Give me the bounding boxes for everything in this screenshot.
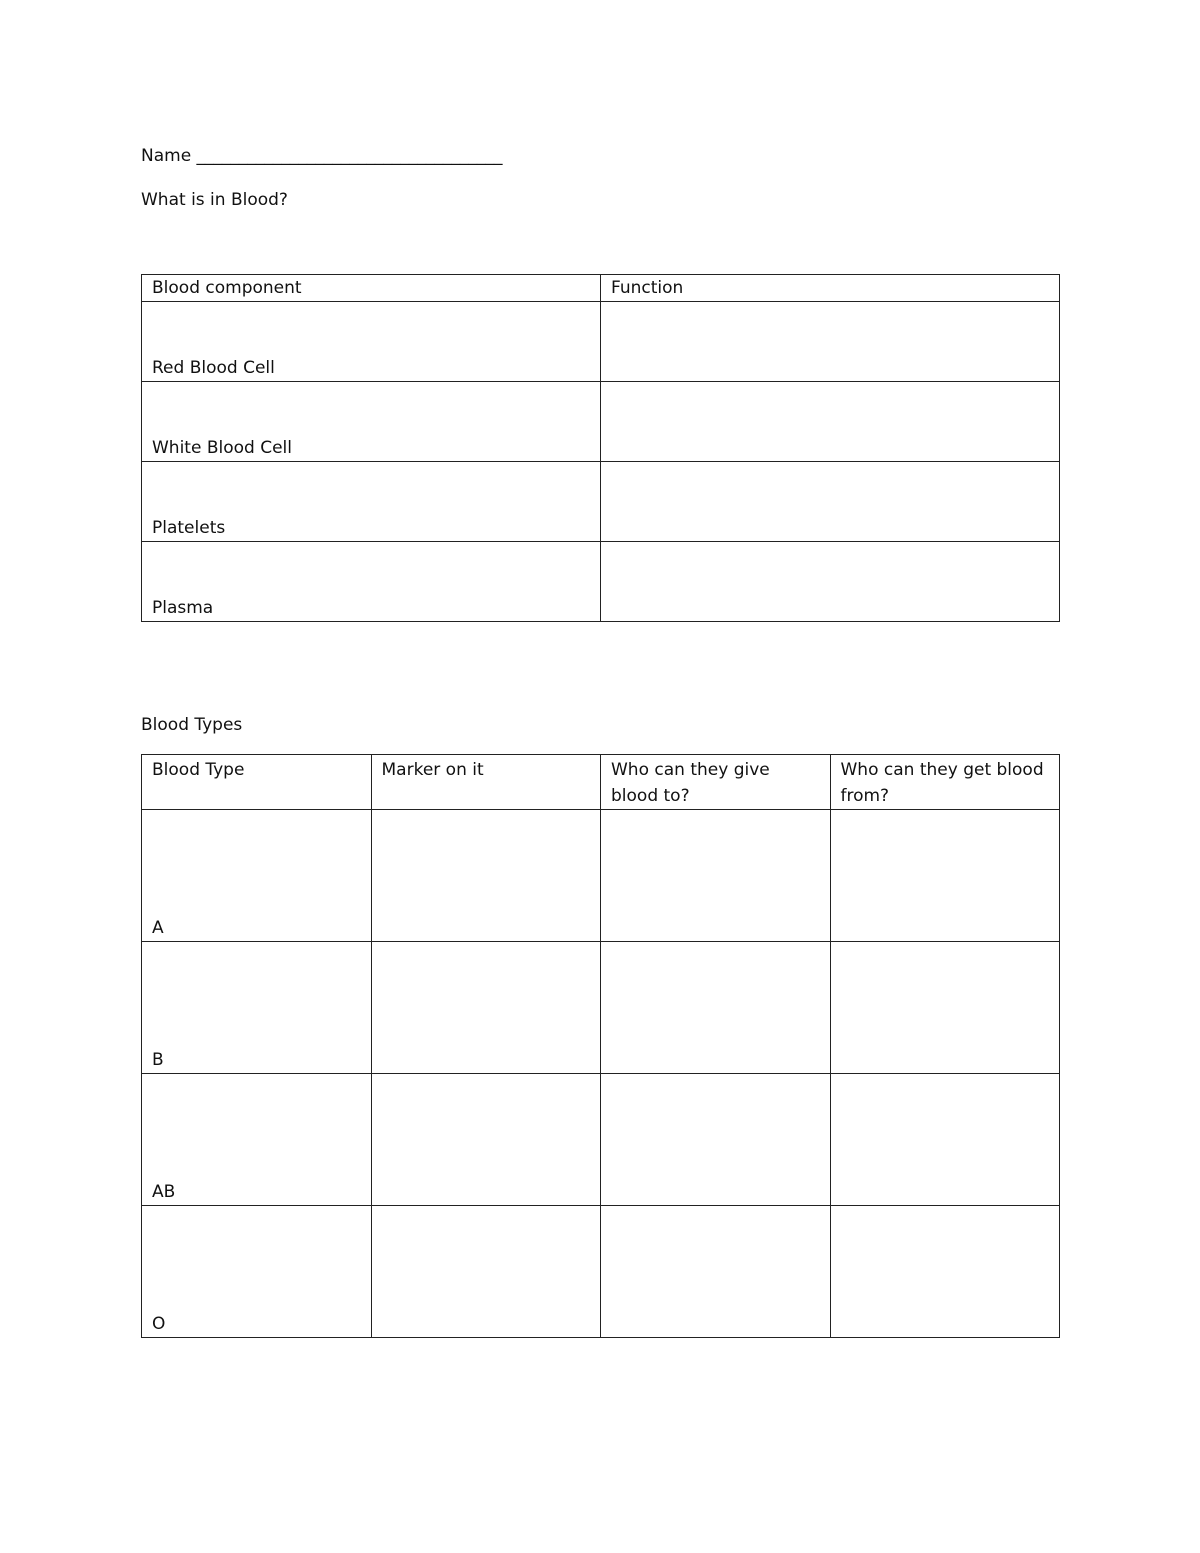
header-give-to: Who can they give blood to?	[601, 755, 831, 810]
table-row	[142, 1074, 1060, 1206]
give-cell[interactable]	[601, 942, 831, 1074]
table-row	[142, 810, 1060, 942]
marker-cell[interactable]	[371, 1074, 601, 1206]
header-function: Function	[601, 275, 1060, 302]
get-cell[interactable]	[830, 1206, 1060, 1338]
component-cell: Platelets	[142, 462, 601, 542]
table-row	[142, 462, 1060, 542]
get-cell[interactable]	[830, 1074, 1060, 1206]
get-cell[interactable]	[830, 942, 1060, 1074]
header-blood-component: Blood component	[142, 275, 601, 302]
function-cell[interactable]	[601, 302, 1060, 382]
get-cell[interactable]	[830, 810, 1060, 942]
blood-type-cell: AB	[142, 1074, 372, 1206]
give-cell[interactable]	[601, 1074, 831, 1206]
marker-cell[interactable]	[371, 810, 601, 942]
header-blood-type: Blood Type	[142, 755, 372, 810]
function-cell[interactable]	[601, 462, 1060, 542]
table-row	[142, 382, 1060, 462]
function-cell[interactable]	[601, 382, 1060, 462]
blood-types-table	[141, 754, 1060, 1338]
table-header-row	[142, 275, 1060, 302]
header-get-from: Who can they get blood from?	[830, 755, 1060, 810]
component-cell: White Blood Cell	[142, 382, 601, 462]
table-row	[142, 542, 1060, 622]
blood-components-table	[141, 274, 1060, 622]
table-row	[142, 1206, 1060, 1338]
marker-cell[interactable]	[371, 942, 601, 1074]
component-cell: Plasma	[142, 542, 601, 622]
table-row	[142, 942, 1060, 1074]
give-cell[interactable]	[601, 1206, 831, 1338]
table-header-row	[142, 755, 1060, 810]
function-cell[interactable]	[601, 542, 1060, 622]
blood-type-cell: O	[142, 1206, 372, 1338]
section-title-blood-types: Blood Types	[141, 715, 243, 735]
marker-cell[interactable]	[371, 1206, 601, 1338]
table-row	[142, 302, 1060, 382]
header-marker: Marker on it	[371, 755, 601, 810]
blood-type-cell: B	[142, 942, 372, 1074]
blood-type-cell: A	[142, 810, 372, 942]
question-heading: What is in Blood?	[141, 190, 288, 210]
give-cell[interactable]	[601, 810, 831, 942]
name-line[interactable]: Name ____________________________________	[141, 146, 503, 166]
component-cell: Red Blood Cell	[142, 302, 601, 382]
